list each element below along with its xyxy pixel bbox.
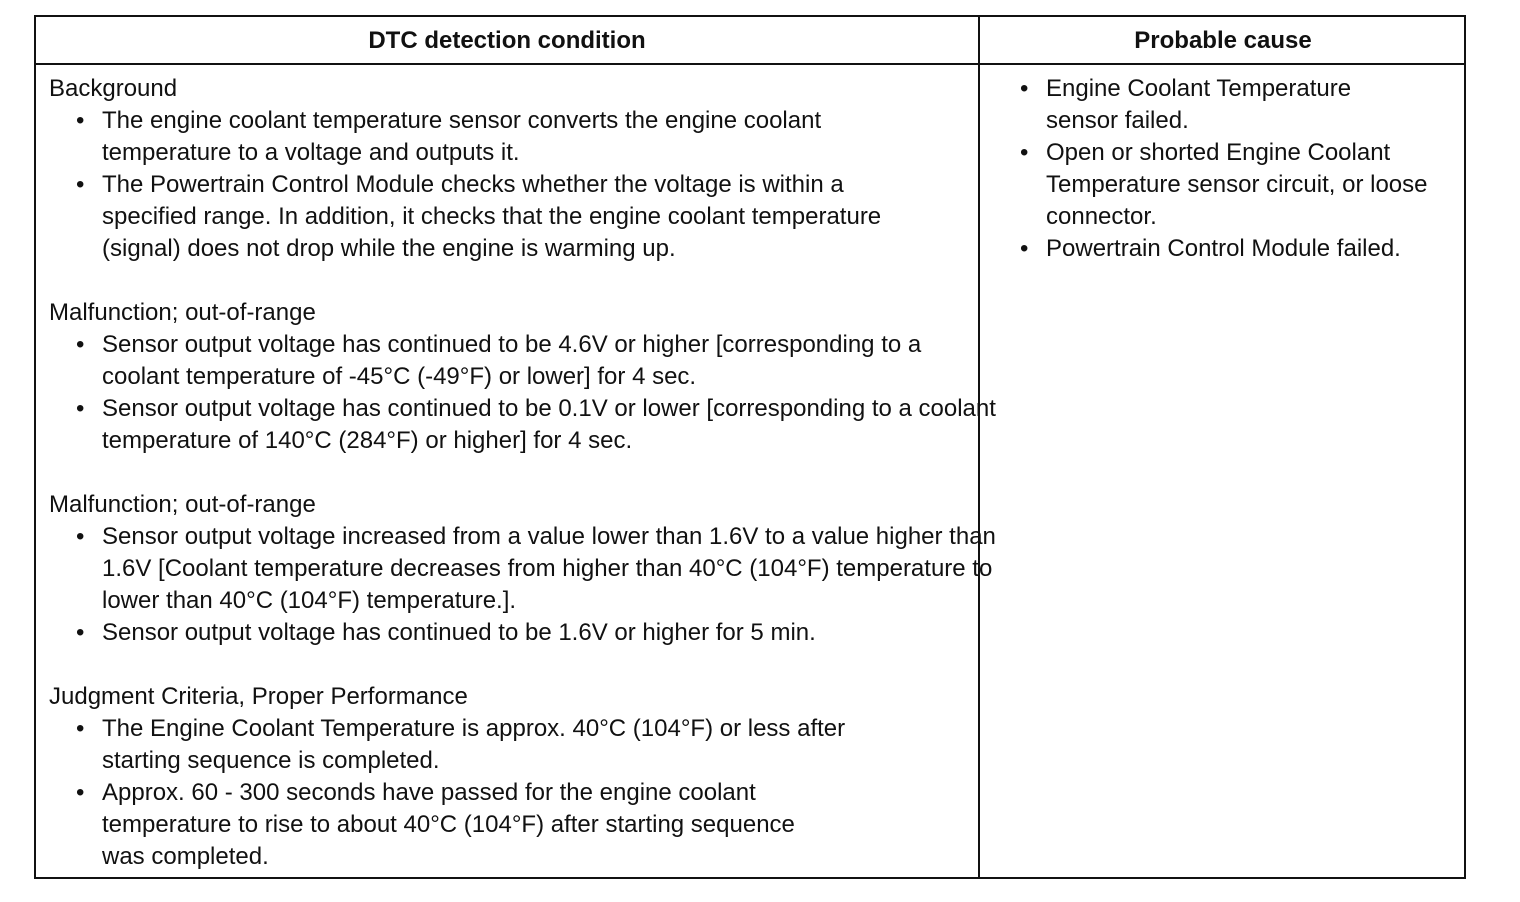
list-item: • Engine Coolant Temperature sensor failed. (1014, 73, 1406, 137)
section-title: Malfunction; out-of-range (49, 491, 316, 518)
section-malfunction-range-a (49, 297, 996, 457)
list-item: • Powertrain Control Module failed. (1014, 233, 1486, 265)
bullet-list (49, 713, 969, 873)
list-item: • Approx. 60 - 300 seconds have passed for the engine coolant temperature to rise to about 40°C (104°F) after starting sequence was completed. (49, 777, 837, 873)
list-item: • The Engine Coolant Temperature is approx. 40°C (104°F) or less after starting sequence is completed. (49, 713, 892, 777)
table-header-row (36, 17, 1464, 65)
list-item: • The engine coolant temperature sensor converts the engine coolant temperature to a voltage and outputs it. (49, 105, 847, 169)
probable-cause-list (1014, 73, 1459, 265)
section-background (49, 73, 969, 265)
list-item: • The Powertrain Control Module checks whether the voltage is within a specified range. In addition, it checks that the engine coolant temperature (signal) does not drop while the engine is warming up. (49, 169, 922, 265)
bullet-list (49, 521, 996, 649)
header-probable-cause: Probable cause (1134, 27, 1312, 54)
probable-cause-cell (1014, 73, 1459, 265)
bullet-list (49, 329, 996, 457)
list-item: • Sensor output voltage has continued to be 4.6V or higher [corresponding to a coolant temperature of -45°C (-49°F) or lower] for 4 sec. (49, 329, 1002, 393)
detection-condition-cell (49, 73, 996, 873)
section-title: Judgment Criteria, Proper Performance (49, 683, 468, 710)
section-judgment-criteria (49, 681, 969, 873)
list-item: • Open or shorted Engine Coolant Temperature sensor circuit, or loose connector. (1014, 137, 1446, 233)
section-malfunction-range-b (49, 489, 996, 649)
list-item: • Sensor output voltage has continued to be 0.1V or lower [corresponding to a coolant temperature of 140°C (284°F) or higher] for 4 sec. (49, 393, 1002, 457)
section-title: Background (49, 75, 178, 102)
section-title: Malfunction; out-of-range (49, 299, 316, 326)
bullet-list (49, 105, 969, 265)
list-item: • Sensor output voltage has continued to be 1.6V or higher for 5 min. (49, 617, 1010, 649)
list-item: • Sensor output voltage increased from a value lower than 1.6V to a value higher than 1.6V [Coolant temperature decreases from higher than 40°C (104°F) temperature to lower than 40°C (104°F) temperature.]. (49, 521, 1010, 617)
dtc-table (34, 15, 1466, 879)
header-dtc-detection-condition: DTC detection condition (368, 27, 646, 54)
